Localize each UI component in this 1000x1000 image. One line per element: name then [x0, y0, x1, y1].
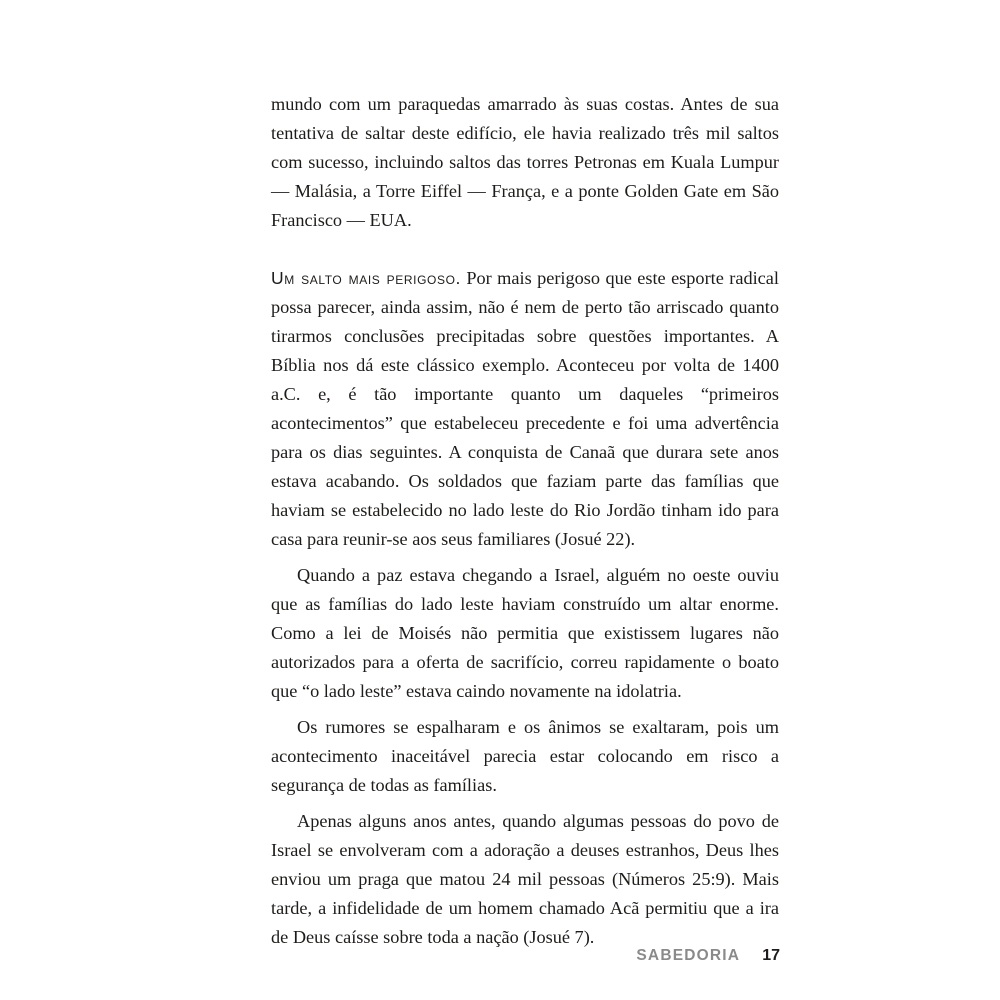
paragraph: Os rumores se espalharam e os ânimos se exaltaram, pois um acontecimento inaceitável parecia estar colocando em risco a segurança de todas as famílias.	[271, 717, 779, 795]
paragraph-continuation: mundo com um paraquedas amarrado às suas costas. Antes de sua tentativa de saltar deste edifício, ele havia realizado três mil saltos com sucesso, incluindo saltos das torres Petronas em Kuala Lumpur — Malásia, a Torre Eiffel — França, e a ponte Golden Gate em São Francisco — EUA.	[271, 94, 779, 230]
paragraph-text: Por mais perigoso que este esporte radical possa parecer, ainda assim, não é nem de perto tão arriscado quanto tirarmos conclusões precipitadas sobre questões importantes. A Bíblia nos dá este clássico exemplo. Aconteceu por volta de 1400 a.C. e, é tão importante quanto um daqueles “primeiros acontecimentos” que estabeleceu precedente e foi uma advertência para os dias seguintes. A conquista de Canaã que durara sete anos estava acabando. Os soldados que faziam parte das famílias que haviam se estabelecido no lado leste do Rio Jordão tinham ido para casa para reunir-se aos seus familiares (Josué 22).	[271, 268, 779, 549]
body-text	[271, 90, 779, 952]
section-heading: Um salto mais perigoso.	[271, 268, 461, 288]
page-footer	[636, 947, 780, 965]
paragraph-section-start	[271, 264, 779, 554]
page-number: 17	[762, 947, 780, 964]
paragraph: Apenas alguns anos antes, quando algumas pessoas do povo de Israel se envolveram com a adoração a deuses estranhos, Deus lhes enviou um praga que matou 24 mil pessoas (Números 25:9). Mais tarde, a infidelidade de um homem chamado Acã permitiu que a ira de Deus caísse sobre toda a nação (Josué 7).	[271, 811, 779, 947]
paragraph: Quando a paz estava chegando a Israel, alguém no oeste ouviu que as famílias do lado leste haviam construído um altar enorme. Como a lei de Moisés não permitia que existissem lugares não autorizados para a oferta de sacrifício, correu rapidamente o boato que “o lado leste” estava caindo novamente na idolatria.	[271, 565, 779, 701]
running-head: SABEDORIA	[636, 947, 741, 964]
